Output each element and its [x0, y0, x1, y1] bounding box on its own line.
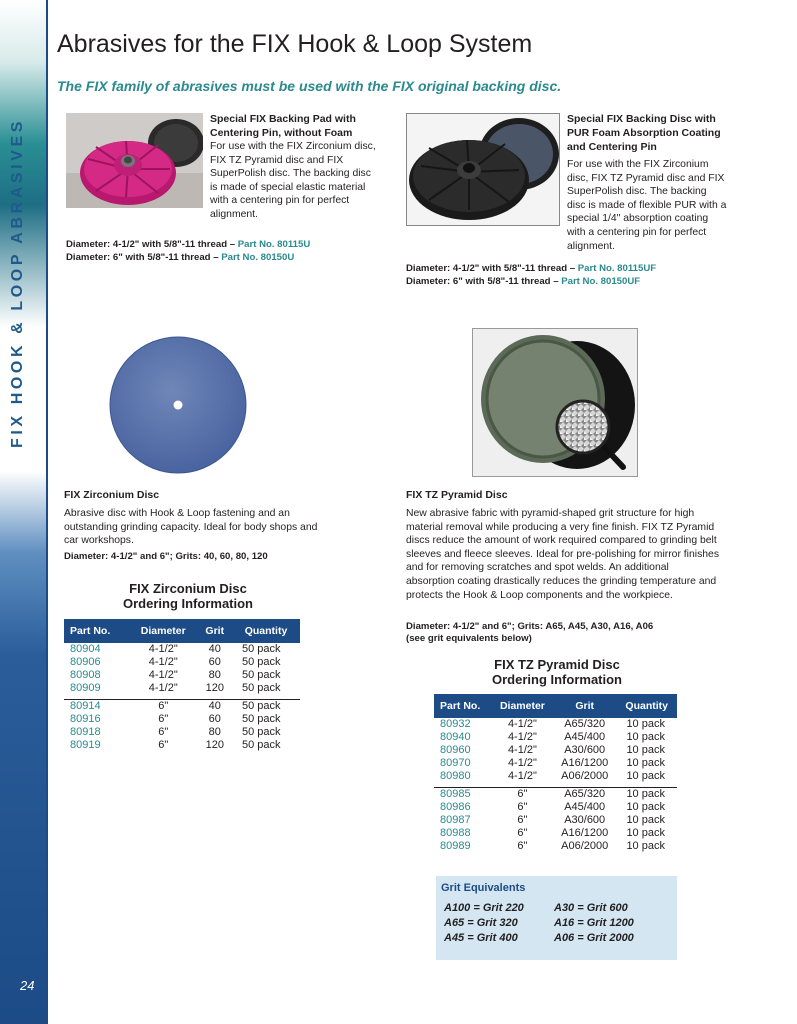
grit-cell: 60 [208, 656, 221, 668]
backing-disc-spec-1: Diameter: 4-1/2" with 5/8"-11 thread – Part No. 80115UF [406, 263, 657, 274]
quantity-cell: 50 pack [242, 712, 281, 725]
part-number-cell: 80918 [70, 725, 101, 738]
backing-disc-description: For use with the FIX Zirconium disc, FIX TZ Pyramid disc and FIX SuperPolish disc. The backing disc is made of flexible PUR with a special 1/4" absorption coating with a centering pin for perfect alignment. [567, 159, 727, 252]
quantity-cell: 10 pack [626, 757, 665, 769]
grit-cell: 80 [208, 669, 221, 681]
sidebar-divider [46, 0, 48, 1024]
zirconium-table-title: FIX Zirconium Disc Ordering Information [123, 581, 253, 611]
table-row [434, 744, 677, 757]
table-row [434, 787, 677, 801]
part-number-cell: 80916 [70, 712, 101, 725]
grit-cell: 40 [208, 643, 221, 655]
grit-equivalents-title: Grit Equivalents [441, 882, 526, 894]
zirconium-order-table [64, 619, 300, 752]
quantity-cell: 10 pack [626, 770, 665, 782]
table-row [64, 682, 300, 695]
quantity-cell: 10 pack [626, 718, 665, 730]
backing-pad-photo [66, 113, 203, 208]
quantity-cell: 10 pack [626, 800, 665, 813]
part-number-cell: 80985 [440, 787, 471, 800]
part-number-cell: 80914 [70, 699, 101, 712]
diameter-cell: 6" [158, 738, 169, 751]
backing-disc-heading: Special FIX Backing Disc with PUR Foam Absorption Coating and Centering Pin [567, 113, 721, 153]
diameter-cell: 6" [158, 725, 169, 738]
part-number-cell: 80986 [440, 800, 471, 813]
grit-cell: A65/320 [564, 718, 606, 730]
table-row [64, 669, 300, 682]
grit-cell: A65/320 [564, 787, 606, 800]
quantity-cell: 10 pack [626, 744, 665, 756]
table-row [64, 656, 300, 669]
grit-cell: 40 [208, 699, 221, 712]
part-number-cell: 80908 [70, 669, 101, 681]
quantity-cell: 50 pack [242, 656, 281, 668]
pyramid-spec: Diameter: 4-1/2" and 6"; Grits: A65, A45, A30, A16, A06 [406, 621, 654, 632]
part-number-cell: 80909 [70, 682, 101, 694]
table-row [434, 801, 677, 814]
grit-cell: A16/1200 [561, 826, 609, 839]
table-row [64, 739, 300, 752]
grit-equivalent: A16 = Grit 1200 [554, 917, 634, 929]
quantity-cell: 50 pack [242, 669, 281, 681]
table-row [64, 699, 300, 713]
part-number-cell: 80987 [440, 813, 471, 826]
quantity-cell: 10 pack [626, 787, 665, 800]
part-number: Part No. 80150U [221, 252, 295, 263]
diameter-cell: 6" [517, 800, 528, 813]
grit-cell: 80 [208, 725, 221, 738]
zirconium-description: Abrasive disc with Hook & Loop fastening and an outstanding grinding capacity. Ideal for body shops and car workshops. [64, 508, 318, 547]
grit-equivalent: A06 = Grit 2000 [554, 932, 634, 944]
pyramid-heading: FIX TZ Pyramid Disc [406, 489, 508, 501]
quantity-cell: 50 pack [242, 682, 281, 694]
part-number-cell: 80970 [440, 757, 471, 769]
grit-cell: A06/2000 [561, 839, 609, 852]
diameter-cell: 4-1/2" [507, 744, 537, 756]
backing-disc-photo [406, 113, 560, 226]
side-title: FIX HOOK & LOOP ABRASIVES [9, 117, 26, 448]
grit-cell: 120 [205, 682, 224, 694]
pyramid-table-title: FIX TZ Pyramid Disc Ordering Information [492, 657, 622, 687]
column-header: Part No. [434, 694, 492, 718]
part-number-cell: 80919 [70, 738, 101, 751]
grit-equivalents-box [436, 876, 677, 960]
column-header: Diameter [492, 694, 553, 718]
part-number: Part No. 80115UF [577, 263, 657, 274]
part-number-cell: 80904 [70, 643, 101, 655]
zirconium-table-body [64, 643, 300, 752]
grit-cell: A45/400 [564, 731, 606, 743]
zirconium-heading: FIX Zirconium Disc [64, 489, 160, 501]
part-number-cell: 80989 [440, 839, 471, 852]
table-row [434, 770, 677, 783]
column-header: Quantity [232, 619, 300, 643]
part-number-cell: 80932 [440, 718, 471, 730]
diameter-cell: 4-1/2" [507, 757, 537, 769]
quantity-cell: 50 pack [242, 725, 281, 738]
grit-cell: A16/1200 [561, 757, 609, 769]
quantity-cell: 50 pack [242, 738, 281, 751]
grit-cell: 60 [208, 712, 221, 725]
quantity-cell: 10 pack [626, 826, 665, 839]
quantity-cell: 10 pack [626, 731, 665, 743]
grit-equivalent: A65 = Grit 320 [444, 917, 518, 929]
table-row [434, 731, 677, 744]
part-number: Part No. 80150UF [561, 276, 641, 287]
page-number: 24 [20, 978, 35, 993]
grit-equivalent: A100 = Grit 220 [444, 902, 524, 914]
diameter-cell: 4-1/2" [507, 731, 537, 743]
pyramid-table-body [434, 718, 677, 853]
table-row [434, 814, 677, 827]
diameter-cell: 4-1/2" [507, 718, 537, 730]
quantity-cell: 10 pack [626, 813, 665, 826]
grit-cell: A06/2000 [561, 770, 609, 782]
pyramid-order-table [434, 694, 677, 853]
column-header: Grit [553, 694, 617, 718]
backing-pad-spec-2: Diameter: 6" with 5/8"-11 thread – Part No. 80150U [66, 252, 295, 263]
table-row [64, 726, 300, 739]
column-header: Diameter [129, 619, 198, 643]
table-row [434, 718, 677, 731]
pyramid-disc-photo [472, 328, 638, 477]
part-number-cell: 80960 [440, 744, 471, 756]
column-header: Part No. [64, 619, 129, 643]
table-row [64, 643, 300, 656]
pyramid-spec-note: (see grit equivalents below) [406, 633, 532, 644]
backing-pad-spec-1: Diameter: 4-1/2" with 5/8"-11 thread – Part No. 80115U [66, 239, 311, 250]
grit-cell: A30/600 [564, 744, 606, 756]
diameter-cell: 6" [158, 712, 169, 725]
part-number: Part No. 80115U [237, 239, 311, 250]
diameter-cell: 6" [517, 813, 528, 826]
diameter-cell: 4-1/2" [148, 682, 178, 694]
backing-pad-heading: Special FIX Backing Pad with Centering Pin, without Foam [210, 113, 356, 139]
diameter-cell: 4-1/2" [507, 770, 537, 782]
quantity-cell: 10 pack [626, 839, 665, 852]
table-row [434, 827, 677, 840]
grit-cell: 120 [205, 738, 224, 751]
table-row [434, 757, 677, 770]
quantity-cell: 50 pack [242, 643, 281, 655]
page-title: Abrasives for the FIX Hook & Loop System [57, 30, 533, 58]
backing-disc-spec-2: Diameter: 6" with 5/8"-11 thread – Part No. 80150UF [406, 276, 641, 287]
diameter-cell: 4-1/2" [148, 656, 178, 668]
column-header: Grit [198, 619, 233, 643]
diameter-cell: 4-1/2" [148, 643, 178, 655]
table-row [64, 713, 300, 726]
diameter-cell: 6" [517, 839, 528, 852]
diameter-cell: 4-1/2" [148, 669, 178, 681]
diameter-cell: 6" [158, 699, 169, 712]
grit-cell: A45/400 [564, 800, 606, 813]
part-number-cell: 80940 [440, 731, 471, 743]
diameter-cell: 6" [517, 787, 528, 800]
pyramid-description: New abrasive fabric with pyramid-shaped grit structure for high material removal while producing a very fine finish. FIX TZ Pyramid discs reduce the amount of work required compared to grinding belt sleeves and fleece sleeves. Ideal for pre-polishing for mirror finishes and for removing scratches and spot welds. An additional absorption coating drastically reduces the grinding temperature and protects the Hook & Loop components and the workpiece. [406, 508, 720, 601]
diameter-cell: 6" [517, 826, 528, 839]
table-row [434, 840, 677, 853]
zirconium-disc-photo [108, 335, 248, 475]
grit-cell: A30/600 [564, 813, 606, 826]
grit-equivalent: A45 = Grit 400 [444, 932, 518, 944]
part-number-cell: 80980 [440, 770, 471, 782]
grit-equivalent: A30 = Grit 600 [554, 902, 628, 914]
part-number-cell: 80906 [70, 656, 101, 668]
quantity-cell: 50 pack [242, 699, 281, 712]
column-header: Quantity [616, 694, 677, 718]
backing-pad-description: For use with the FIX Zirconium disc, FIX TZ Pyramid disc and FIX SuperPolish disc. The backing disc is made of special elastic material with a centering pin for perfect alignment. [210, 141, 376, 220]
part-number-cell: 80988 [440, 826, 471, 839]
zirconium-spec: Diameter: 4-1/2" and 6"; Grits: 40, 60, 80, 120 [64, 551, 268, 562]
page-subtitle: The FIX family of abrasives must be used with the FIX original backing disc. [57, 78, 562, 94]
